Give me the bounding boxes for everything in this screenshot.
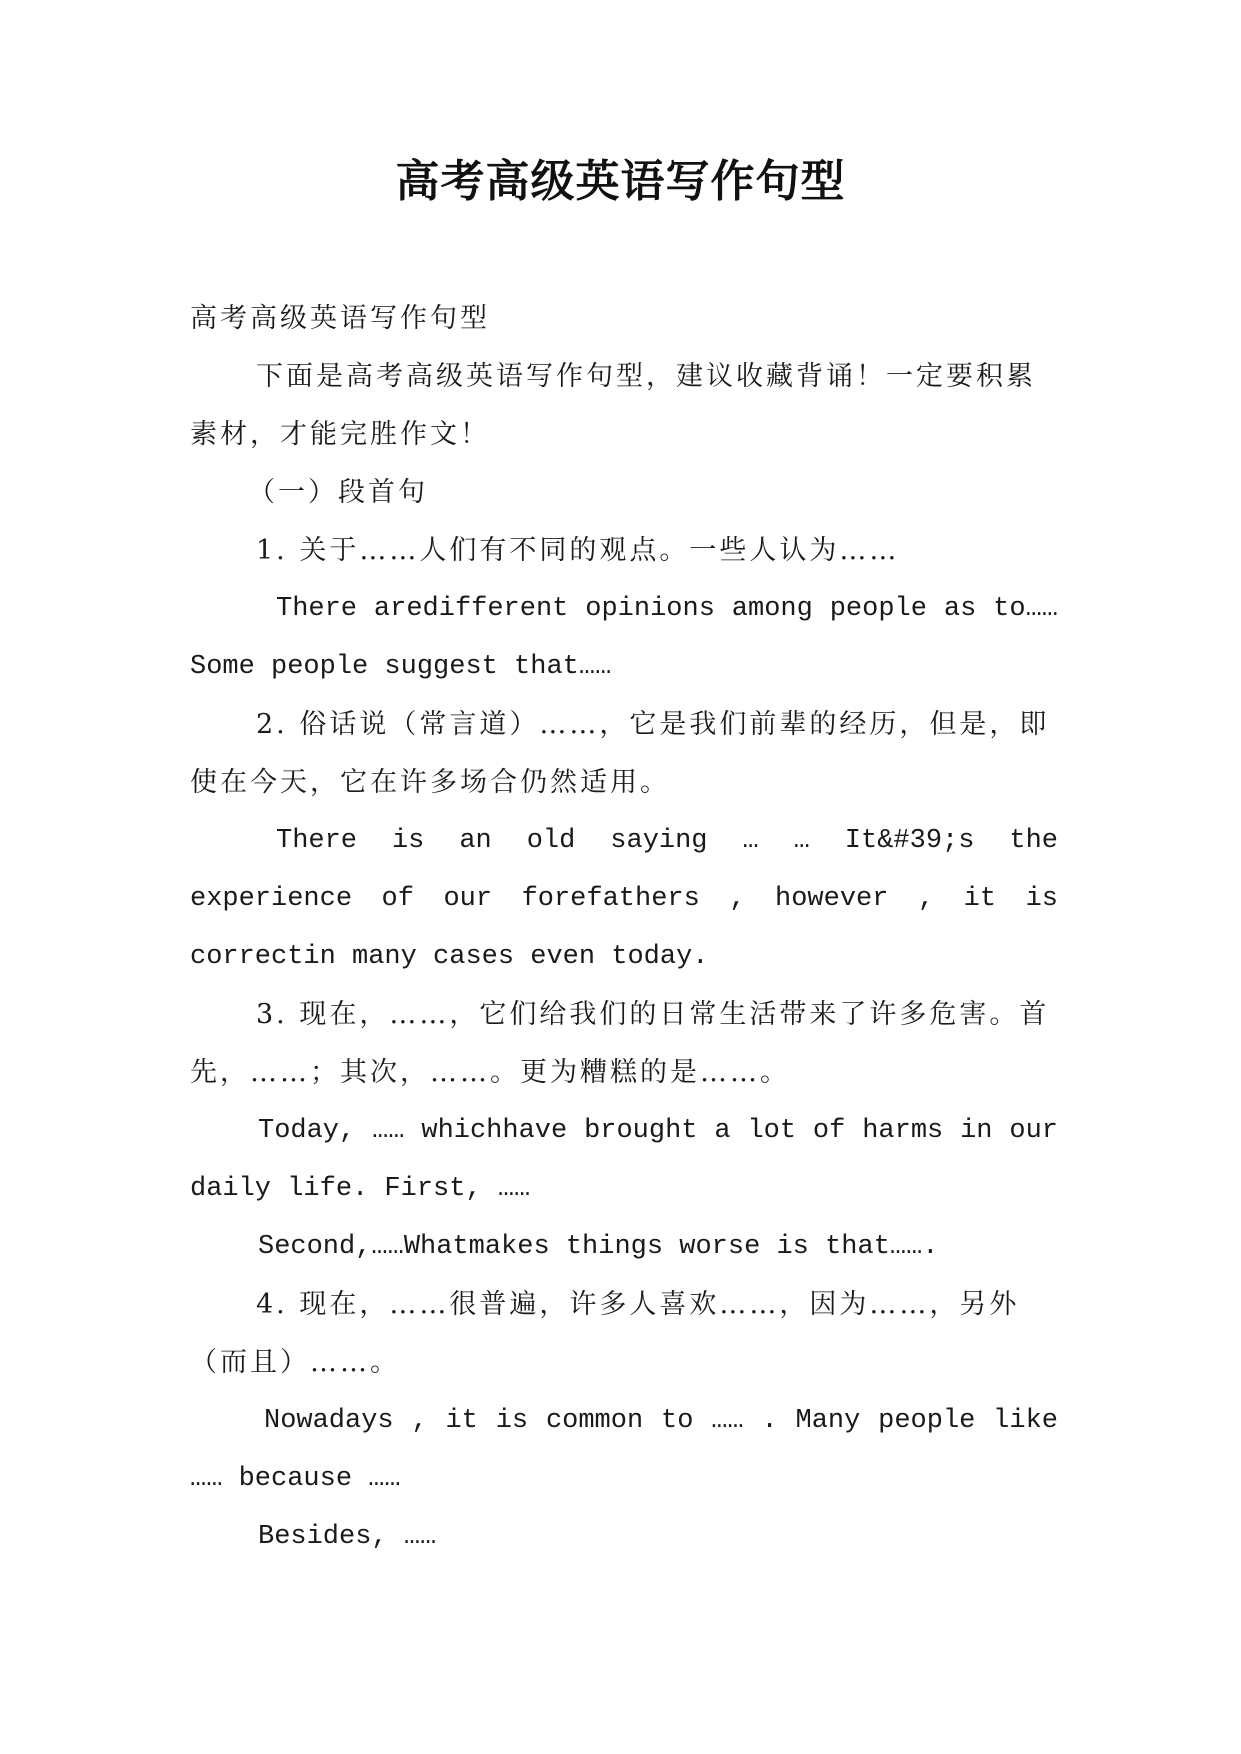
subtitle: 高考高级英语写作句型 [190, 303, 490, 334]
item-4-english-continued: Besides, …… [258, 1522, 437, 1552]
item-1-english: There aredifferent opinions among people as to……Some people suggest that…… [190, 594, 1058, 682]
item-2-chinese: 2. 俗话说（常言道）……，它是我们前辈的经历，但是，即使在今天，它在许多场合仍然适用。 [190, 709, 1050, 798]
item-1-chinese: 1. 关于……人们有不同的观点。一些人认为…… [256, 535, 900, 566]
item-2-english: There is an old saying … … It&#39;s the experience of our forefathers , however , it is correctin many cases even today. [190, 826, 1058, 972]
document-title: 高考高级英语写作句型 [395, 156, 846, 207]
item-3-english: Today, …… whichhave brought a lot of harms in our daily life. First, …… [190, 1116, 1058, 1204]
section-heading: （一）段首句 [248, 477, 428, 508]
item-3-english-continued: Second,……Whatmakes things worse is that……. [258, 1232, 939, 1262]
item-4-english: Nowadays , it is common to …… . Many people like …… because …… [190, 1406, 1058, 1494]
intro-paragraph: 下面是高考高级英语写作句型，建议收藏背诵！一定要积累素材，才能完胜作文！ [190, 361, 1036, 450]
document-body [190, 290, 1058, 1566]
item-4-chinese: 4. 现在，……很普遍，许多人喜欢……，因为……，另外（而且）……。 [190, 1289, 1020, 1378]
item-3-chinese: 3. 现在，……，它们给我们的日常生活带来了许多危害。首先，……；其次，……。更为糟糕的是……。 [190, 999, 1050, 1088]
